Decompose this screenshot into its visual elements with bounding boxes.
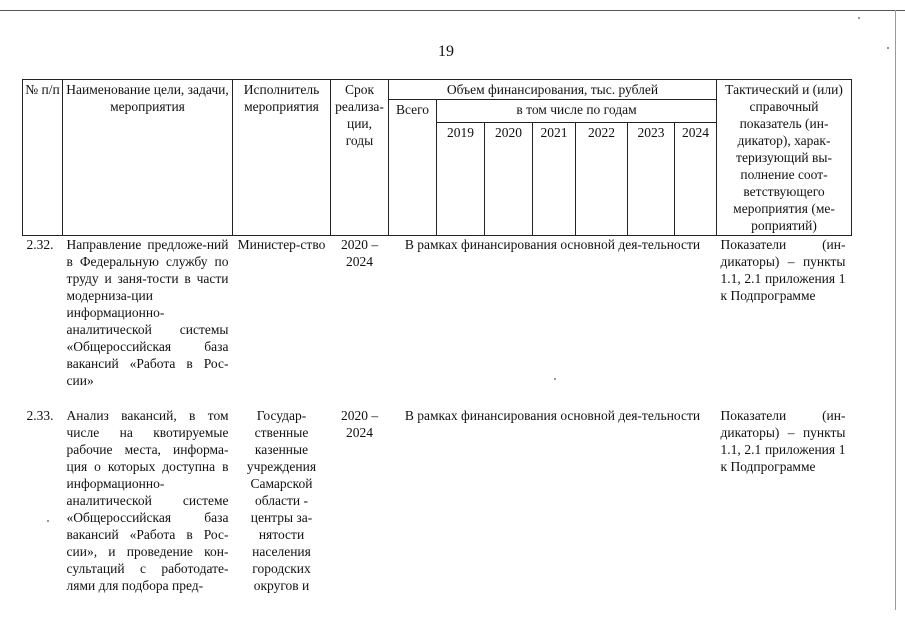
- header-total: Всего: [389, 100, 437, 236]
- header-name: Наименование цели, задачи, мероприятия: [63, 80, 233, 236]
- row-indicator: Показатели (ин-дикаторы) – пункты 1.1, 2.1 приложения 1 к Подпрограмме: [720, 408, 846, 474]
- header-year: 2019: [437, 123, 485, 236]
- header-year: 2022: [576, 123, 628, 236]
- header-year: 2023: [628, 123, 675, 236]
- table-row: [23, 407, 852, 594]
- program-table: [22, 79, 852, 594]
- table-body: [23, 236, 852, 595]
- scan-speck: [887, 47, 889, 49]
- row-measure-name: Анализ вакансий, в том числе на квотируемые рабочие места, информа-ция о которых доступна в информационно-аналитической системе «Общероссийская база вакансий «Работа в Рос-сии», и проведение кон-сультаций с работодате-лями для подбора пред-: [66, 408, 229, 593]
- row-number: 2.33.: [26, 408, 54, 423]
- header-num: № п/п: [23, 80, 63, 236]
- row-measure-name: Направление предложе-ний в Федеральную службу по труду и заня-тости в части модерниза-ции информационно-аналитической системы «Общероссийская база вакансий «Работа в Рос-сии»: [66, 237, 229, 388]
- header-year: 2020: [485, 123, 533, 236]
- header-by-years: в том числе по годам: [437, 100, 717, 123]
- row-executor: Министер-ство: [237, 237, 326, 252]
- header-indicator: Тактический и (или) справочный показатель (ин-дикатор), харак-теризующий вы-полнение соот-ветствующего мероприятия (ме-роприятий): [717, 80, 852, 236]
- row-spacer: [23, 389, 852, 407]
- row-financing: В рамках финансирования основной дея-тельности: [404, 237, 701, 252]
- row-financing: В рамках финансирования основной дея-тельности: [404, 408, 701, 423]
- page-right-edge: [895, 10, 896, 610]
- header-term: Срок реализа-ции, годы: [331, 80, 389, 236]
- row-number: 2.32.: [26, 237, 54, 252]
- scan-speck: [554, 378, 556, 380]
- page-top-edge: [0, 10, 905, 11]
- header-year: 2024: [675, 123, 717, 236]
- scan-speck: [47, 520, 49, 522]
- page-number: 19: [438, 43, 454, 60]
- table-row: [23, 236, 852, 390]
- header-year: 2021: [533, 123, 576, 236]
- scan-speck: [858, 17, 860, 19]
- row-term: 2020 – 2024: [340, 408, 379, 440]
- header-executor: Исполнитель мероприятия: [233, 80, 331, 236]
- table-header: [23, 80, 852, 236]
- row-executor: Государ-ственные казенные учреждения Самарской области - центры за-нятости населения городских округов и: [246, 408, 317, 593]
- header-financing: Объем финансирования, тыс. рублей: [389, 80, 717, 100]
- row-term: 2020 – 2024: [340, 237, 379, 269]
- row-indicator: Показатели (ин-дикаторы) – пункты 1.1, 2.1 приложения 1 к Подпрограмме: [720, 237, 846, 303]
